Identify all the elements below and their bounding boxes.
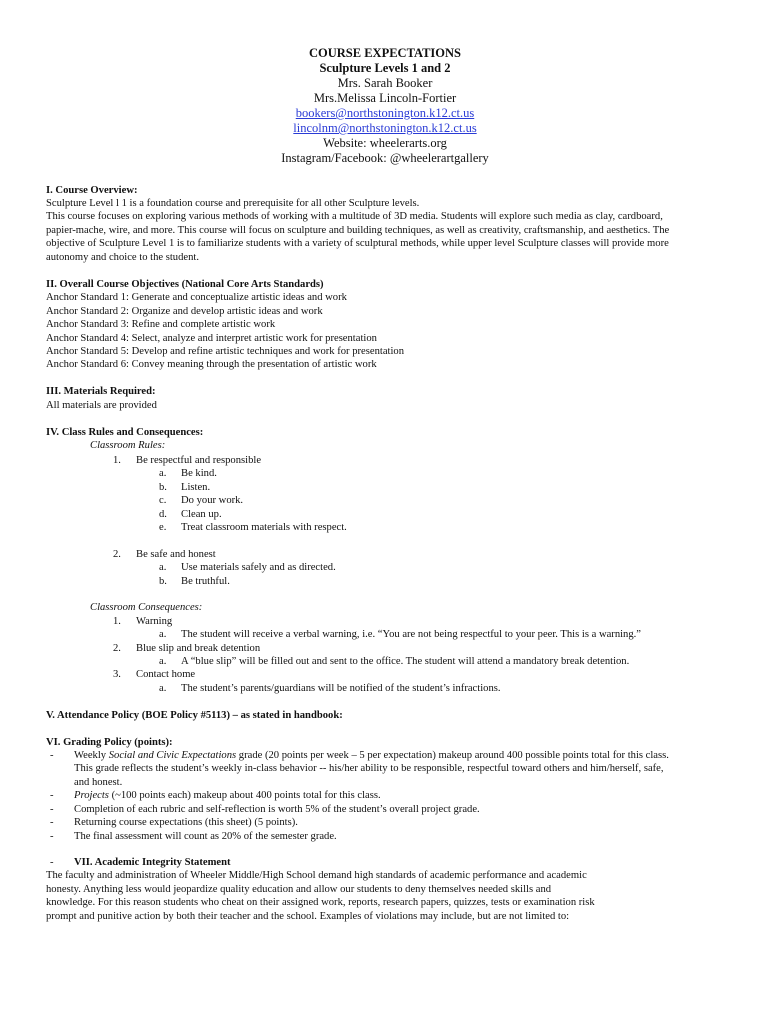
grading-item: Returning course expectations (this sheet) (5 points). <box>74 817 298 828</box>
anchor-standard: Anchor Standard 5: Develop and refine artistic techniques and work for presentation <box>46 346 405 357</box>
rule-text: Be safe and honest <box>136 549 216 560</box>
sub-rule-letter: b. <box>159 482 167 493</box>
grading-heading: VI. Grading Policy (points): <box>46 737 173 748</box>
anchor-standard: Anchor Standard 6: Convey meaning through the presentation of artistic work <box>46 359 377 370</box>
sub-rule-letter: a. <box>159 562 167 573</box>
page-title: COURSE EXPECTATIONS <box>309 46 461 60</box>
teacher-name-1: Mrs. Sarah Booker <box>337 76 433 90</box>
anchor-standard: Anchor Standard 1: Generate and conceptualize artistic ideas and work <box>46 292 347 303</box>
email-link-2[interactable]: lincolnm@northstonington.k12.ct.us <box>293 121 477 135</box>
overview-paragraph-line: autonomy and choice to the student. <box>46 252 199 263</box>
bullet-dash: - <box>50 857 54 868</box>
materials-heading: III. Materials Required: <box>46 386 156 397</box>
email-link-1-row <box>0 106 770 121</box>
anchor-standard: Anchor Standard 3: Refine and complete artistic work <box>46 319 276 330</box>
overview-paragraph-line: papier-mache, wire, and more. This course will focus on sculpture and building techniques, as well as creativity, craftsmanship, and aesthetics. The <box>46 225 670 236</box>
consequence-number: 2. <box>113 643 121 654</box>
social-line: Instagram/Facebook: @wheelerartgallery <box>281 151 489 165</box>
email-link-2-row <box>0 121 770 136</box>
rules-heading: IV. Class Rules and Consequences: <box>46 427 204 438</box>
sub-rule-letter: b. <box>159 576 167 587</box>
sub-rule-text: Do your work. <box>181 495 244 506</box>
consequence-text: Blue slip and break detention <box>136 643 261 654</box>
email-link-1[interactable]: bookers@northstonington.k12.ct.us <box>295 106 475 120</box>
classroom-rules-label: Classroom Rules: <box>90 440 166 451</box>
materials-text: All materials are provided <box>46 400 157 411</box>
sub-rule-text: Listen. <box>181 482 211 493</box>
bullet-dash: - <box>50 817 54 828</box>
sub-rule-text: Treat classroom materials with respect. <box>181 522 347 533</box>
overview-line: Sculpture Level l 1 is a foundation course and prerequisite for all other Sculpture levels. <box>46 198 420 209</box>
grading-item: Weekly Social and Civic Expectations grade (20 points per week – 5 per expectation) makeup around 400 possible points total for this class. <box>74 750 669 761</box>
bullet-dash: - <box>50 750 54 761</box>
consequence-number: 1. <box>113 616 121 627</box>
sub-rule-text: Be kind. <box>181 468 217 479</box>
objectives-heading: II. Overall Course Objectives (National Core Arts Standards) <box>46 279 324 290</box>
anchor-standard: Anchor Standard 4: Select, analyze and interpret artistic work for presentation <box>46 333 377 344</box>
rule-number: 1. <box>113 455 121 466</box>
integrity-line: knowledge. For this reason students who cheat on their assigned work, reports, research papers, quizzes, tests or examination risk <box>46 897 595 908</box>
consequence-text: Contact home <box>136 669 196 680</box>
grading-item: The final assessment will count as 20% of the semester grade. <box>74 831 337 842</box>
consequence-number: 3. <box>113 669 121 680</box>
sub-rule-letter: a. <box>159 468 167 479</box>
anchor-standard: Anchor Standard 2: Organize and develop artistic ideas and work <box>46 306 323 317</box>
consequence-detail: The student’s parents/guardians will be notified of the student’s infractions. <box>181 683 501 694</box>
course-subtitle: Sculpture Levels 1 and 2 <box>319 61 451 75</box>
integrity-heading: VII. Academic Integrity Statement <box>74 857 231 868</box>
sub-rule-letter: c. <box>159 495 167 506</box>
rule-text: Be respectful and responsible <box>136 455 262 466</box>
website-line: Website: wheelerarts.org <box>323 136 447 150</box>
grading-item-continued: This grade reflects the student’s weekly in-class behavior -- his/her ability to be responsible, respectful toward others and him/herself, safe, <box>74 763 664 774</box>
grading-item-continued: and honest. <box>74 777 123 788</box>
grading-item: Completion of each rubric and self-reflection is worth 5% of the student’s overall project grade. <box>74 804 480 815</box>
rule-number: 2. <box>113 549 121 560</box>
consequence-text: Warning <box>136 616 173 627</box>
classroom-consequences-label: Classroom Consequences: <box>90 602 203 613</box>
consequence-detail: The student will receive a verbal warning, i.e. “You are not being respectful to your peer. This is a warning.” <box>181 629 642 640</box>
consequence-detail: A “blue slip” will be filled out and sent to the office. The student will attend a mandatory break detention. <box>181 656 630 667</box>
bullet-dash: - <box>50 831 54 842</box>
bullet-dash: - <box>50 804 54 815</box>
sub-rule-text: Clean up. <box>181 509 222 520</box>
sub-rule-letter: e. <box>159 522 167 533</box>
consequence-sub-letter: a. <box>159 683 167 694</box>
sub-rule-text: Be truthful. <box>181 576 230 587</box>
consequence-sub-letter: a. <box>159 629 167 640</box>
consequence-sub-letter: a. <box>159 656 167 667</box>
teacher-name-2: Mrs.Melissa Lincoln-Fortier <box>313 91 457 105</box>
overview-heading: I. Course Overview: <box>46 185 138 196</box>
sub-rule-text: Use materials safely and as directed. <box>181 562 336 573</box>
overview-paragraph-line: objective of Sculpture Level 1 is to familiarize students with a variety of sculptural methods, while upper level Sculpture classes will provide more <box>46 238 669 249</box>
integrity-line: The faculty and administration of Wheeler Middle/High School demand high standards of academic performance and academic <box>46 870 587 881</box>
integrity-line: prompt and punitive action by both their teacher and the school. Examples of violations may include, but are not limited to: <box>46 911 570 922</box>
bullet-dash: - <box>50 790 54 801</box>
sub-rule-letter: d. <box>159 509 167 520</box>
attendance-heading: V. Attendance Policy (BOE Policy #5113) – as stated in handbook: <box>46 710 343 721</box>
overview-paragraph-line: This course focuses on exploring various methods of working with a multitude of 3D media. Students will explore such media as clay, cardboard, <box>46 211 663 222</box>
grading-item: Projects (~100 points each) makeup about 400 points total for this class. <box>74 790 381 801</box>
integrity-line: honesty. Anything less would jeopardize quality education and allow our students to deny themselves needed skills and <box>46 884 552 895</box>
